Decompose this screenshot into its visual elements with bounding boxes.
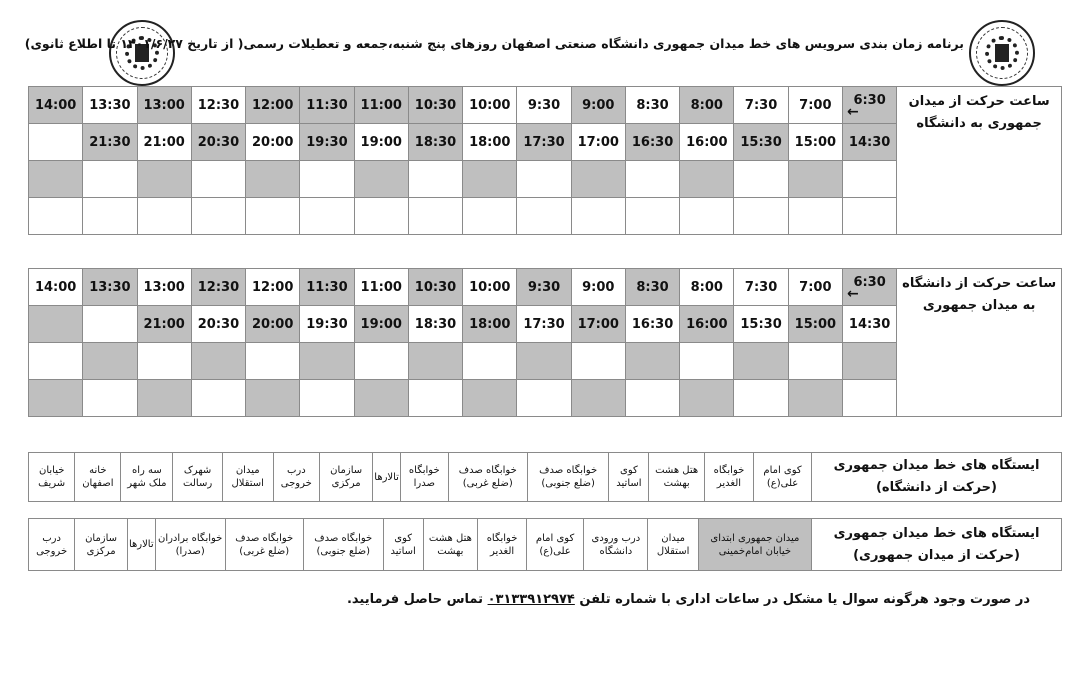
contact-text: در صورت وجود هرگونه سوال یا مشکل در ساعات اداری با شماره تلفن [579, 592, 1030, 607]
time-cell: 13:00 [137, 87, 191, 124]
stations-row [29, 453, 1062, 502]
time-cell [354, 161, 408, 198]
time-cell: 13:30 [83, 87, 137, 124]
time-cell [191, 343, 245, 380]
station-stop: میدان جمهوری ابتدای خیابان امام‌خمینی [698, 519, 811, 571]
time-cell [137, 380, 191, 417]
time-cell: 16:30 [625, 306, 679, 343]
time-cell: 9:00 [571, 87, 625, 124]
arrow-left-icon: ← [846, 103, 859, 120]
station-stop: کوی امام علی(ع) [754, 453, 812, 502]
time-cell: 12:00 [246, 269, 300, 306]
time-cell: 17:30 [517, 124, 571, 161]
phone-number: ۰۳۱۳۳۹۱۲۹۷۴ [487, 592, 575, 607]
stations-from-university-table [28, 452, 1062, 502]
university-logo-right [969, 20, 1035, 86]
time-cell [29, 198, 83, 235]
station-stop: خیابان شریف [29, 453, 75, 502]
time-cell [571, 198, 625, 235]
time-cell: 16:00 [680, 306, 734, 343]
time-cell [680, 380, 734, 417]
time-cell: 18:30 [408, 124, 462, 161]
time-cell: 9:30 [517, 269, 571, 306]
stations-label: ایستگاه های خط میدان جمهوری (حرکت از دانشگاه) [812, 453, 1062, 502]
time-cell: 17:00 [571, 306, 625, 343]
time-cell: 21:30 [83, 124, 137, 161]
time-cell [83, 380, 137, 417]
time-cell: 20:30 [191, 306, 245, 343]
time-cell: 14:00 [29, 87, 83, 124]
time-cell [83, 306, 137, 343]
station-stop: خوابگاه الغدیر [704, 453, 753, 502]
station-stop: هتل هشت بهشت [649, 453, 704, 502]
time-cell [191, 198, 245, 235]
time-cell: 7:00 [788, 87, 842, 124]
time-cell: 12:00 [246, 87, 300, 124]
time-cell [408, 161, 462, 198]
station-stop: خوابگاه برادران (صدرا) [155, 519, 225, 571]
time-cell [517, 198, 571, 235]
station-stop: سازمان مرکزی [320, 453, 373, 502]
station-stop: تالارها [373, 453, 401, 502]
university-logo-left [109, 20, 175, 86]
time-cell [300, 198, 354, 235]
time-cell [191, 161, 245, 198]
time-cell: 21:00 [137, 124, 191, 161]
station-stop: سازمان مرکزی [75, 519, 128, 571]
time-cell [408, 343, 462, 380]
schedule-from-university-table [28, 268, 1062, 417]
schedule-row [29, 269, 1062, 306]
station-stop: درب خروجی [273, 453, 319, 502]
time-cell: 16:00 [680, 124, 734, 161]
time-cell [517, 380, 571, 417]
time-cell [625, 198, 679, 235]
time-cell [83, 343, 137, 380]
station-stop: هتل هشت بهشت [423, 519, 478, 571]
station-stop: خوابگاه صدف (ضلع جنوبی) [303, 519, 383, 571]
time-cell: 20:30 [191, 124, 245, 161]
time-cell: 12:30 [191, 87, 245, 124]
time-cell [463, 380, 517, 417]
time-cell [29, 343, 83, 380]
time-cell [680, 343, 734, 380]
station-stop: کوی اساتید [609, 453, 649, 502]
time-cell [191, 380, 245, 417]
time-cell: 14:30 [842, 306, 896, 343]
time-cell [517, 161, 571, 198]
time-cell: 9:30 [517, 87, 571, 124]
time-cell [300, 343, 354, 380]
station-stop: خانه اصفهان [75, 453, 121, 502]
schedule-label: ساعت حرکت از میدان جمهوری به دانشگاه [897, 87, 1062, 235]
time-cell: 7:30 [734, 87, 788, 124]
time-cell [463, 198, 517, 235]
time-cell [300, 161, 354, 198]
time-cell: 10:00 [463, 269, 517, 306]
time-cell [734, 380, 788, 417]
time-cell: 20:00 [246, 124, 300, 161]
time-cell [788, 198, 842, 235]
time-cell: 14:00 [29, 269, 83, 306]
time-cell: 14:30 [842, 124, 896, 161]
time-cell [29, 306, 83, 343]
time-cell [246, 343, 300, 380]
time-cell [788, 343, 842, 380]
time-cell [83, 161, 137, 198]
time-cell [571, 343, 625, 380]
time-cell [137, 161, 191, 198]
page-title: برنامه زمان بندی سرویس های خط میدان جمهوری دانشگاه صنعتی اصفهان روزهای پنج شنبه،جمعه و تعطیلات رسمی( از تاریخ ۱۴۰۱/۶/۲۷ تا اطلاع ثانوی) [24, 36, 964, 51]
time-cell [463, 161, 517, 198]
station-stop: کوی امام علی(ع) [526, 519, 583, 571]
time-cell: 7:30 [734, 269, 788, 306]
time-cell [354, 198, 408, 235]
time-cell: 19:30 [300, 306, 354, 343]
time-cell [137, 343, 191, 380]
schedule-row [29, 87, 1062, 124]
schedule-from-square-table [28, 86, 1062, 235]
time-cell: 18:00 [463, 124, 517, 161]
time-cell [29, 161, 83, 198]
station-stop: خوابگاه صدف (ضلع غربی) [448, 453, 527, 502]
time-cell: 10:30 [408, 269, 462, 306]
station-stop: درب ورودی دانشگاه [584, 519, 648, 571]
time-cell [246, 380, 300, 417]
time-text: 6:30 [853, 92, 886, 108]
time-cell: 7:00 [788, 269, 842, 306]
time-cell [842, 87, 896, 124]
time-cell [625, 343, 679, 380]
time-cell [354, 380, 408, 417]
station-stop: میدان استقلال [648, 519, 698, 571]
time-cell [408, 198, 462, 235]
time-cell: 21:00 [137, 306, 191, 343]
time-cell: 16:30 [625, 124, 679, 161]
station-stop: خوابگاه صدف (ضلع جنوبی) [527, 453, 608, 502]
time-cell: 15:30 [734, 124, 788, 161]
station-stop: تالارها [127, 519, 155, 571]
time-cell: 8:00 [680, 87, 734, 124]
time-cell: 20:00 [246, 306, 300, 343]
stations-from-square-table [28, 518, 1062, 571]
station-stop: کوی اساتید [383, 519, 423, 571]
time-cell: 9:00 [571, 269, 625, 306]
time-cell: 17:00 [571, 124, 625, 161]
time-cell: 15:30 [734, 306, 788, 343]
time-cell [29, 124, 83, 161]
time-cell [680, 161, 734, 198]
time-cell: 19:30 [300, 124, 354, 161]
time-cell [625, 380, 679, 417]
time-cell: 11:30 [300, 87, 354, 124]
time-cell: 19:00 [354, 306, 408, 343]
time-cell: 13:30 [83, 269, 137, 306]
time-cell: 15:00 [788, 124, 842, 161]
time-cell: 10:00 [463, 87, 517, 124]
contact-note [346, 592, 1030, 607]
time-cell [788, 161, 842, 198]
station-stop: سه راه ملک شهر [121, 453, 173, 502]
station-stop: درب خروجی [29, 519, 75, 571]
station-stop: خوابگاه صدرا [400, 453, 448, 502]
time-cell [300, 380, 354, 417]
station-stop: شهرک رسالت [173, 453, 223, 502]
time-text: 6:30 [853, 274, 886, 290]
time-cell [842, 343, 896, 380]
time-cell: 8:30 [625, 269, 679, 306]
time-cell: 15:00 [788, 306, 842, 343]
time-cell [246, 198, 300, 235]
time-cell [571, 380, 625, 417]
time-cell [463, 343, 517, 380]
stations-row [29, 519, 1062, 571]
time-cell [354, 343, 408, 380]
arrow-left-icon: ← [846, 285, 859, 302]
schedule-label: ساعت حرکت از دانشگاه به میدان جمهوری [897, 269, 1062, 417]
time-cell [734, 161, 788, 198]
time-cell [842, 380, 896, 417]
building-icon [995, 44, 1009, 62]
time-cell: 11:00 [354, 87, 408, 124]
time-cell [517, 343, 571, 380]
time-cell: 18:00 [463, 306, 517, 343]
station-stop: خوابگاه الغدیر [478, 519, 527, 571]
time-cell: 19:00 [354, 124, 408, 161]
time-cell [83, 198, 137, 235]
time-cell: 11:00 [354, 269, 408, 306]
time-cell [734, 343, 788, 380]
contact-text-end: تماس حاصل فرمایید. [346, 592, 484, 607]
time-cell: 12:30 [191, 269, 245, 306]
time-cell [842, 161, 896, 198]
time-cell [842, 269, 896, 306]
time-cell [571, 161, 625, 198]
time-cell: 18:30 [408, 306, 462, 343]
time-cell: 10:30 [408, 87, 462, 124]
time-cell: 17:30 [517, 306, 571, 343]
time-cell: 8:00 [680, 269, 734, 306]
station-stop: خوابگاه صدف (ضلع غربی) [225, 519, 303, 571]
time-cell: 8:30 [625, 87, 679, 124]
time-cell [734, 198, 788, 235]
time-cell [408, 380, 462, 417]
stations-label: ایستگاه های خط میدان جمهوری (حرکت از میدان جمهوری) [812, 519, 1062, 571]
time-cell [137, 198, 191, 235]
time-cell: 13:00 [137, 269, 191, 306]
station-stop: میدان استقلال [222, 453, 273, 502]
time-cell [625, 161, 679, 198]
time-cell: 11:30 [300, 269, 354, 306]
time-cell [246, 161, 300, 198]
time-cell [29, 380, 83, 417]
time-cell [680, 198, 734, 235]
time-cell [788, 380, 842, 417]
time-cell [842, 198, 896, 235]
